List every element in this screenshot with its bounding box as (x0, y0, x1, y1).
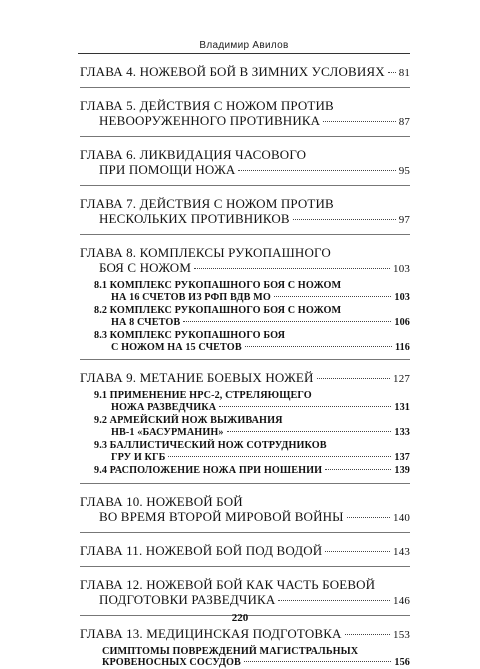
toc-line (94, 452, 410, 464)
toc-title-text: ГРУ И КГБ (111, 451, 166, 463)
toc-chapter-entry (80, 577, 410, 609)
toc-page-number: 153 (393, 628, 410, 641)
toc-title-text: 8.1 КОМПЛЕКС РУКОПАШНОГО БОЯ С НОЖОМ (94, 280, 342, 291)
toc-section-entry (80, 465, 410, 477)
dot-leader (388, 72, 396, 73)
toc-line (94, 390, 410, 402)
toc-page-number: 133 (394, 426, 410, 438)
page-number: 220 (231, 612, 249, 624)
toc-title-text: 9.1 ПРИМЕНЕНИЕ НРС-2, СТРЕЛЯЮЩЕГО (94, 390, 312, 401)
toc-line (94, 292, 410, 304)
toc-chapter-entry (80, 494, 410, 526)
separator-rule (80, 532, 410, 533)
toc-title-text: ГЛАВА 10. НОЖЕВОЙ БОЙ (80, 493, 243, 509)
toc-title-text: ГЛАВА 13. МЕДИЦИНСКАЯ ПОДГОТОВКА (80, 625, 342, 641)
toc-chapter-entry (80, 147, 410, 179)
separator-rule (80, 87, 410, 88)
dot-leader (219, 406, 391, 407)
dot-leader (325, 469, 391, 470)
dot-leader (317, 378, 391, 379)
toc-title-text: НА 16 СЧЕТОВ ИЗ РФП ВДВ МО (111, 291, 271, 303)
toc-page-number: 131 (394, 401, 410, 413)
toc-chapter-entry (80, 64, 410, 81)
dot-leader (168, 456, 391, 457)
toc-line (94, 440, 410, 452)
toc-line (80, 494, 410, 509)
dot-leader (325, 551, 390, 552)
toc-title-text: ГЛАВА 8. КОМПЛЕКСЫ РУКОПАШНОГО (80, 245, 331, 260)
dot-leader (347, 517, 390, 518)
toc-line (102, 657, 410, 669)
toc-page-number: 103 (393, 263, 410, 275)
header-rule (78, 53, 410, 54)
toc-title-text: НЕВООРУЖЕННОГО ПРОТИВНИКА (99, 113, 321, 128)
toc-page-number: 139 (394, 465, 410, 476)
toc-line (94, 402, 410, 414)
toc-line (102, 646, 410, 658)
toc-title-text: КРОВЕНОСНЫХ СОСУДОВ (102, 657, 241, 668)
toc-line (80, 509, 410, 526)
separator-rule (80, 185, 410, 186)
table-of-contents (80, 64, 410, 669)
toc-chapter-entry (80, 543, 410, 560)
toc-section-entry (80, 646, 410, 669)
toc-section-entry (80, 415, 410, 438)
separator-rule (80, 359, 410, 360)
toc-line (80, 245, 410, 260)
toc-chapter-entry (80, 245, 410, 277)
toc-title-text: НА 8 СЧЕТОВ (111, 316, 181, 328)
toc-line (80, 64, 410, 81)
toc-page-number: 103 (394, 291, 410, 303)
dot-leader (278, 600, 390, 601)
toc-title-text: НОЖА РАЗВЕДЧИКА (111, 401, 217, 413)
toc-line (80, 113, 410, 130)
dot-leader (245, 346, 392, 347)
toc-line (80, 98, 410, 113)
dot-leader (323, 121, 395, 122)
toc-section-entry (80, 330, 410, 353)
separator-rule (80, 136, 410, 137)
toc-title-text: 9.2 АРМЕЙСКИЙ НОЖ ВЫЖИВАНИЯ (94, 415, 283, 426)
running-header-author: Владимир Авилов (199, 40, 289, 51)
toc-line (80, 577, 410, 592)
toc-title-text: ГЛАВА 5. ДЕЙСТВИЯ С НОЖОМ ПРОТИВ (80, 98, 334, 113)
toc-line (94, 317, 410, 329)
dot-leader (274, 296, 392, 297)
toc-title-text: 8.2 КОМПЛЕКС РУКОПАШНОГО БОЯ С НОЖОМ (94, 305, 342, 316)
toc-line (94, 280, 410, 292)
toc-title-text: ПРИ ПОМОЩИ НОЖА (99, 162, 236, 177)
dot-leader (238, 170, 395, 171)
separator-rule (80, 566, 410, 567)
toc-title-text: БОЯ С НОЖОМ (99, 260, 192, 275)
toc-line (80, 626, 410, 643)
toc-title-text: 9.3 БАЛЛИСТИЧЕСКИЙ НОЖ СОТРУДНИКОВ (94, 440, 327, 451)
toc-title-text: ГЛАВА 4. НОЖЕВОЙ БОЙ В ЗИМНИХ УСЛОВИЯХ (80, 64, 385, 79)
toc-title-text: ГЛАВА 6. ЛИКВИДАЦИЯ ЧАСОВОГО (80, 147, 307, 162)
toc-page-number: 137 (394, 451, 410, 463)
toc-page-number: 87 (398, 116, 410, 128)
toc-line (94, 330, 410, 342)
dot-leader (227, 431, 392, 432)
toc-page-number: 106 (394, 316, 410, 328)
toc-line (80, 260, 410, 277)
separator-rule (80, 234, 410, 235)
toc-page-number: 146 (393, 594, 410, 607)
toc-page-number: 140 (393, 511, 410, 524)
toc-title-text: СИМПТОМЫ ПОВРЕЖДЕНИЙ МАГИСТРАЛЬНЫХ (102, 645, 359, 657)
toc-line (80, 211, 410, 228)
toc-chapter-entry (80, 626, 410, 643)
dot-leader (194, 268, 390, 269)
toc-section-entry (80, 390, 410, 413)
toc-line (80, 543, 410, 560)
toc-title-text: НЕСКОЛЬКИХ ПРОТИВНИКОВ (99, 211, 290, 226)
toc-title-text: 9.4 РАСПОЛОЖЕНИЕ НОЖА ПРИ НОШЕНИИ (94, 465, 323, 476)
toc-page-number: 156 (394, 657, 410, 668)
toc-title-text: ПОДГОТОВКИ РАЗВЕДЧИКА (99, 591, 276, 607)
toc-line (80, 196, 410, 211)
dot-leader (183, 321, 391, 322)
toc-title-text: ГЛАВА 9. МЕТАНИЕ БОЕВЫХ НОЖЕЙ (80, 370, 314, 385)
toc-title-text: С НОЖОМ НА 15 СЧЕТОВ (111, 341, 242, 353)
toc-chapter-entry (80, 370, 410, 387)
toc-title-text: ГЛАВА 11. НОЖЕВОЙ БОЙ ПОД ВОДОЙ (80, 542, 323, 558)
separator-rule (80, 483, 410, 484)
toc-page-number: 127 (393, 373, 410, 385)
toc-page-number: 97 (398, 214, 410, 226)
dot-leader (293, 219, 396, 220)
toc-line (94, 305, 410, 317)
dot-leader (244, 661, 391, 662)
toc-line (94, 415, 410, 427)
toc-chapter-entry (80, 196, 410, 228)
dot-leader (345, 634, 390, 635)
toc-title-text: 8.3 КОМПЛЕКС РУКОПАШНОГО БОЯ (94, 330, 286, 341)
toc-section-entry (80, 280, 410, 303)
toc-line (80, 147, 410, 162)
toc-section-entry (80, 440, 410, 463)
toc-line (80, 592, 410, 609)
toc-line (94, 342, 410, 354)
toc-section-entry (80, 305, 410, 328)
toc-line (94, 465, 410, 477)
toc-line (80, 162, 410, 179)
toc-page-number: 116 (394, 341, 410, 353)
toc-page-number: 143 (393, 545, 410, 558)
toc-title-text: ГЛАВА 12. НОЖЕВОЙ БОЙ КАК ЧАСТЬ БОЕВОЙ (80, 576, 376, 592)
toc-title-text: ГЛАВА 7. ДЕЙСТВИЯ С НОЖОМ ПРОТИВ (80, 196, 334, 211)
toc-title-text: ВО ВРЕМЯ ВТОРОЙ МИРОВОЙ ВОЙНЫ (99, 508, 344, 524)
toc-line (94, 427, 410, 439)
toc-line (80, 370, 410, 387)
toc-title-text: НВ-1 «БАСУРМАНИН» (111, 426, 224, 438)
toc-page-number: 95 (398, 165, 410, 177)
toc-page-number: 81 (398, 67, 411, 79)
toc-chapter-entry (80, 98, 410, 130)
